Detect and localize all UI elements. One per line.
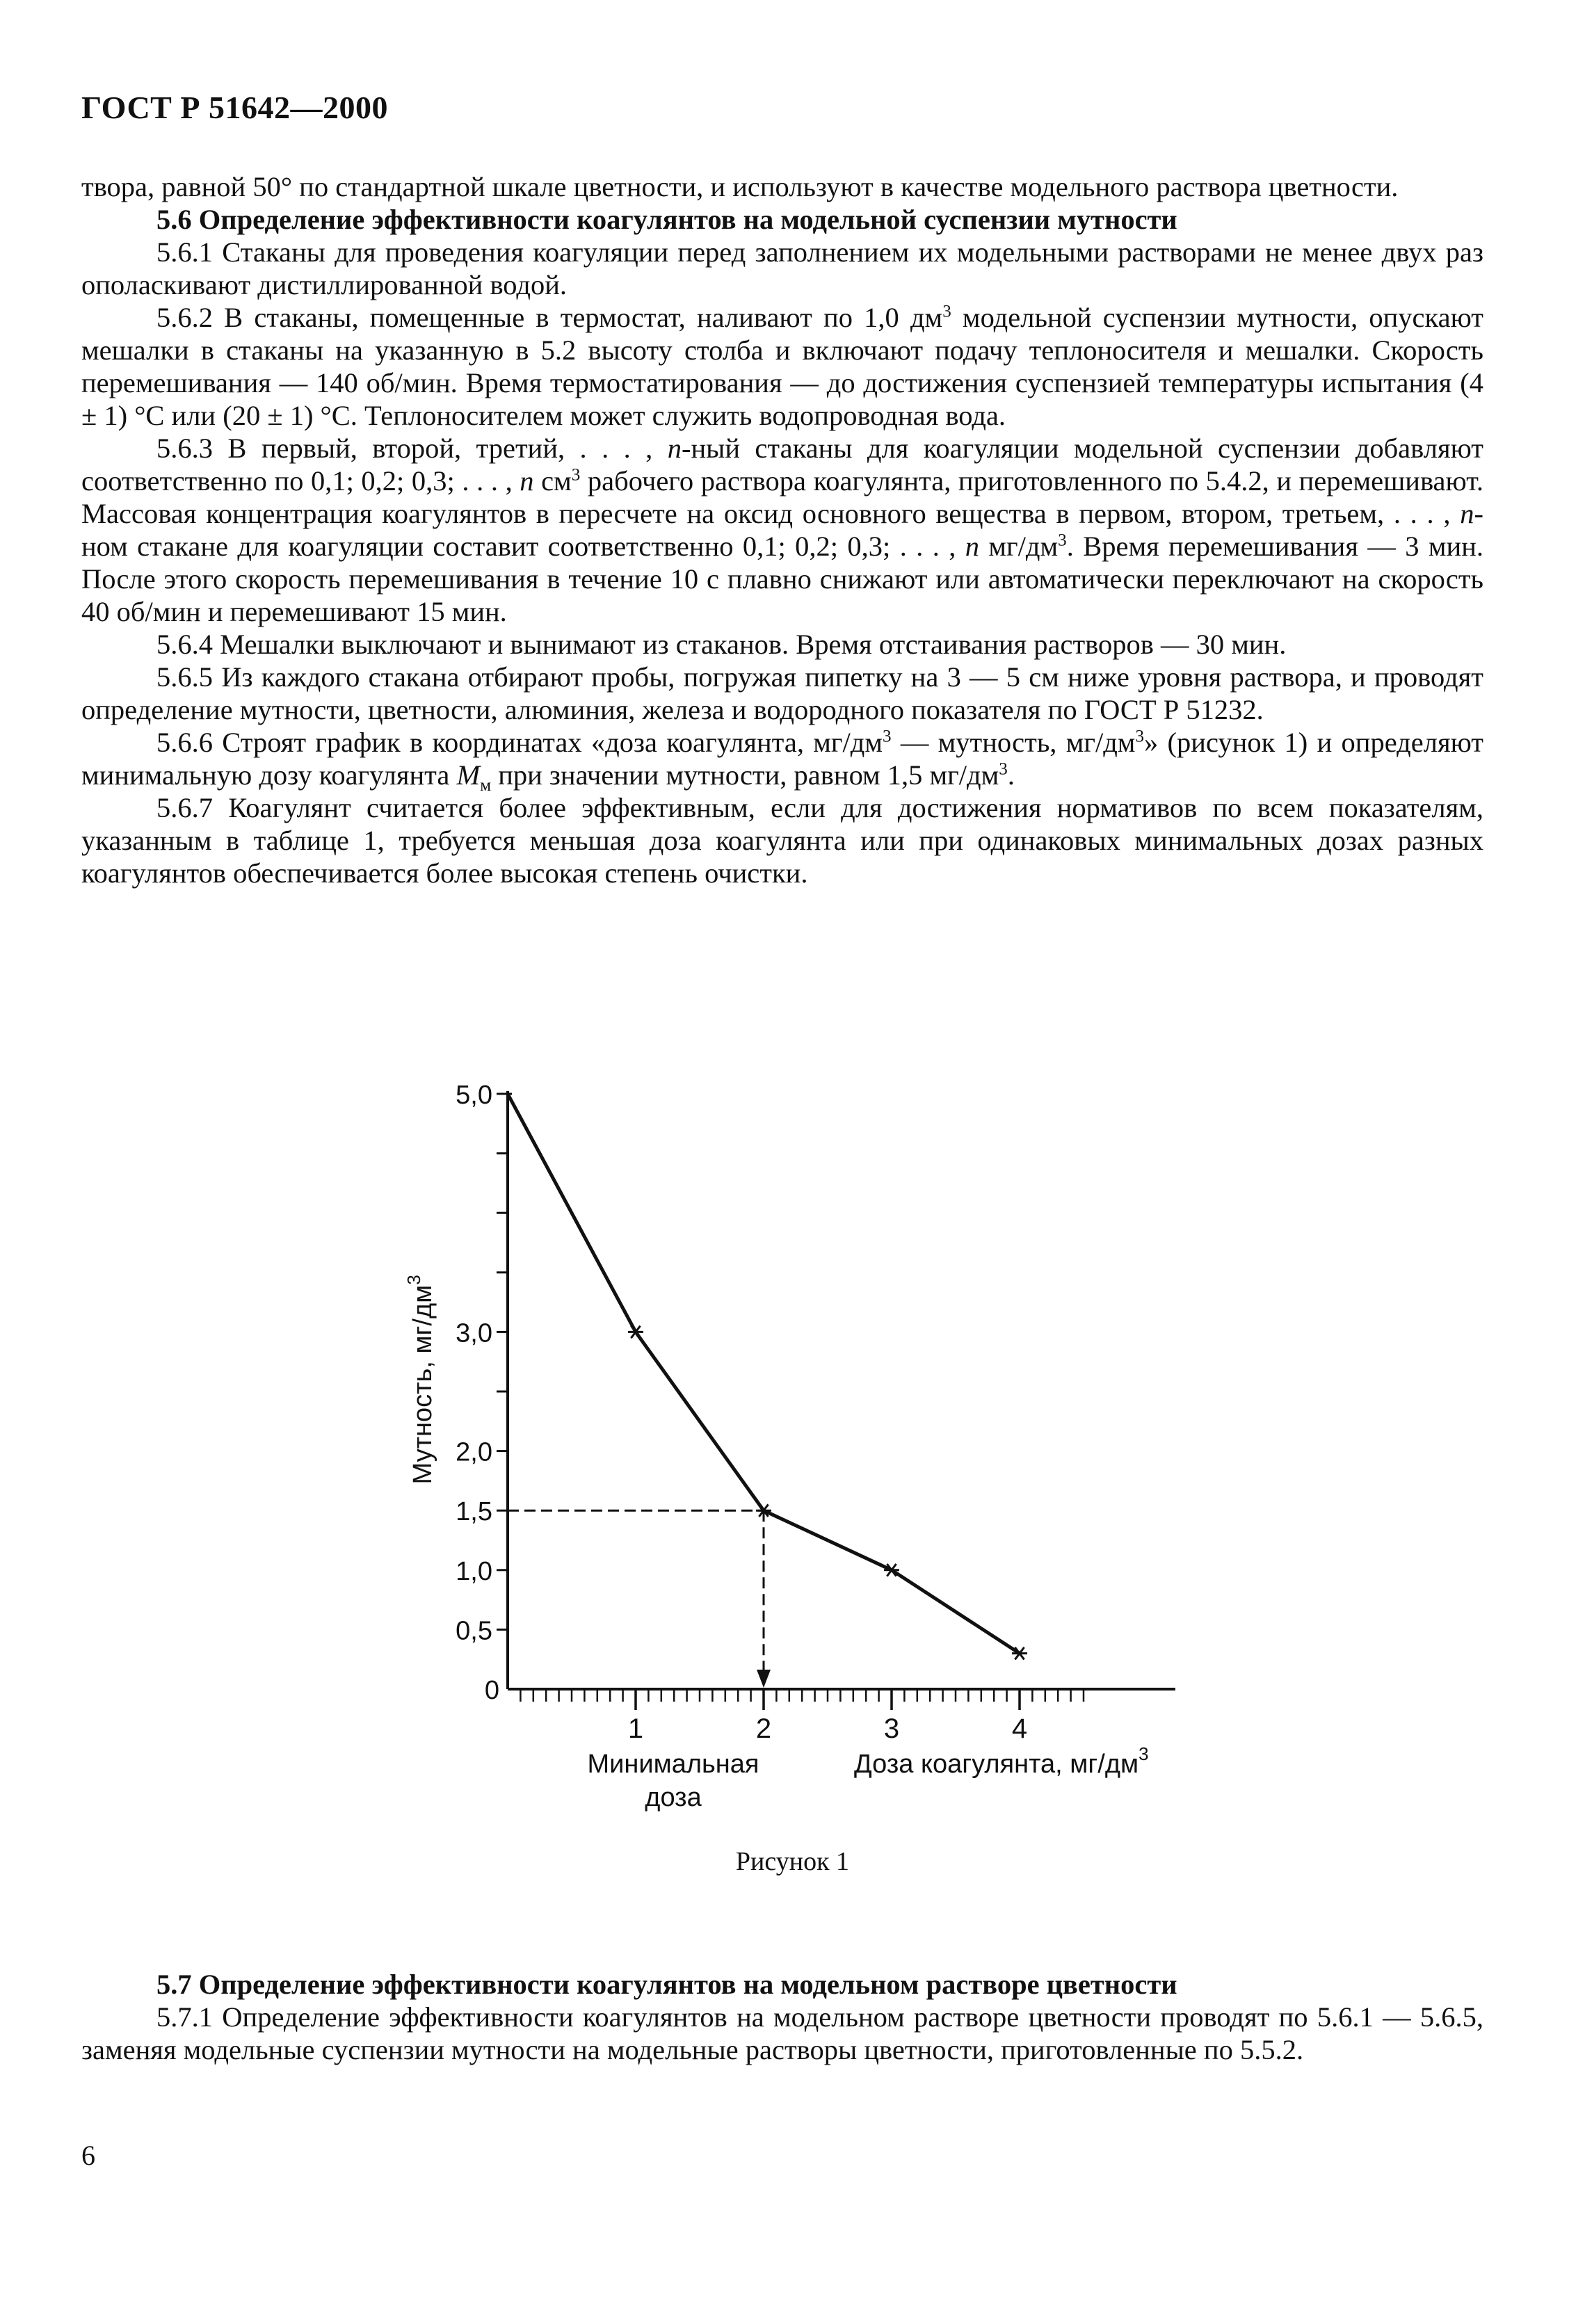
figure-caption: Рисунок 1 <box>735 1847 850 1876</box>
paragraph-5-6-1: 5.6.1 Стаканы для проведения коагуляции перед заполнением их модельными растворами не менее двух раз ополаскивают дистиллированной водой. <box>81 236 1483 300</box>
min-dose-annotation-line2: доза <box>645 1783 702 1812</box>
y-tick-label: 0 <box>484 1676 499 1705</box>
x-axis-label: Доза коагулянта, $мг/дм^3$ <box>854 1743 1149 1779</box>
section-heading-5-7: 5.7 Определение эффективности коагулянтов на модельном растворе цветности <box>156 1969 1177 2000</box>
y-tick-label: 0,5 <box>456 1616 492 1646</box>
body-text-upper <box>81 170 1483 889</box>
paragraph-5-6-5: 5.6.5 Из каждого стакана отбирают пробы, погружая пипетку на 3 — 5 см ниже уровня раствора, и проводят определение мутности, цветности, алюминия, железа и водородного показателя по ГОСТ Р 51232. <box>81 661 1483 725</box>
paragraph-5-6-6: 5.6.6 Строят график в координатах «доза коагулянта, $мг/дм^3$ — мутность, $мг/дм^3$» (рисунок 1) и определяют минимальную дозу коагулянта $M_м$ при значении мутности, равном 1,5 $мг/дм^3$. <box>81 727 1483 796</box>
data-point-marker <box>628 1326 643 1339</box>
paragraph-5-6-3: 5.6.3 В первый, второй, третий, . . . , n-ный стаканы для коагуляции модельной суспензии добавляют соответственно по 0,1; 0,2; 0,3; . . . , n $см^3$ рабочего раствора коагулянта, приготовленного по 5.4.2, и перемешивают. Массовая концентрация коагулянтов в пересчете на оксид основного вещества в первом, втором, третьем, . . . , n-ном стакане для коагуляции составит соответственно 0,1; 0,2; 0,3; . . . , n $мг/дм^3$. Время перемешивания — 3 мин. После этого скорость перемешивания в течение 10 с плавно снижают или автоматически переключают на скорость 40 об/мин и перемешивают 15 мин. <box>81 433 1484 627</box>
paragraph-5-7-1: 5.7.1 Определение эффективности коагулянтов на модельном растворе цветности проводят по 5.6.1 — 5.6.5, заменяя модельные суспензии мутности на модельные растворы цветности, приготовленные по 5.5.2. <box>81 2001 1483 2065</box>
x-tick-label: 2 <box>755 1713 772 1744</box>
y-tick-label: 3,0 <box>456 1318 492 1348</box>
y-tick-label: 2,0 <box>456 1437 492 1467</box>
reference-arrow-icon <box>757 1670 771 1688</box>
y-tick-label: 1,5 <box>456 1497 492 1527</box>
paragraph-5-6-2: 5.6.2 В стаканы, помещенные в термостат, наливают по 1,0 $дм^3$ модельной суспензии мутности, опускают мешалки в стаканы на указанную в 5.2 высоту столба и включают подачу теплоносителя и мешалки. Скорость перемешивания — 140 об/мин. Время термостатирования — до достижения суспензией температуры испытания (4 ± 1) °С или (20 ± 1) °С. Теплоносителем может служить водопроводная вода. <box>81 302 1483 431</box>
x-tick-label: 3 <box>883 1713 900 1744</box>
paragraph-5-6-4: 5.6.4 Мешалки выключают и вынимают из стаканов. Время отстаивания растворов — 30 мин. <box>156 629 1287 660</box>
page-number: 6 <box>81 2140 95 2171</box>
x-tick-label: 4 <box>1011 1713 1028 1744</box>
min-dose-annotation-line1: Минимальная <box>587 1750 759 1779</box>
y-tick-label: 1,0 <box>456 1556 492 1586</box>
body-text-lower <box>81 1968 1483 2066</box>
document-header: ГОСТ Р 51642—2000 <box>81 90 388 125</box>
paragraph-continuation: твора, равной 50° по стандартной шкале цветности, и используют в качестве модельного раствора цветности. <box>81 171 1399 202</box>
figure-turbidity-chart <box>389 1081 1224 1812</box>
paragraph-5-6-7: 5.6.7 Коагулянт считается более эффективным, если для достижения нормативов по всем показателям, указанным в таблице 1, требуется меньшая доза коагулянта или при одинаковых минимальных дозах разных коагулянтов обеспечивается более высокая степень очистки. <box>81 792 1483 889</box>
section-heading-5-6: 5.6 Определение эффективности коагулянтов на модельной суспензии мутности <box>156 204 1177 235</box>
y-tick-label: 5,0 <box>456 1081 492 1110</box>
y-axis-label: Мутность, $мг/дм^3$ <box>403 1275 437 1485</box>
x-tick-label: 1 <box>627 1713 644 1744</box>
chart-svg <box>389 1081 1224 1812</box>
